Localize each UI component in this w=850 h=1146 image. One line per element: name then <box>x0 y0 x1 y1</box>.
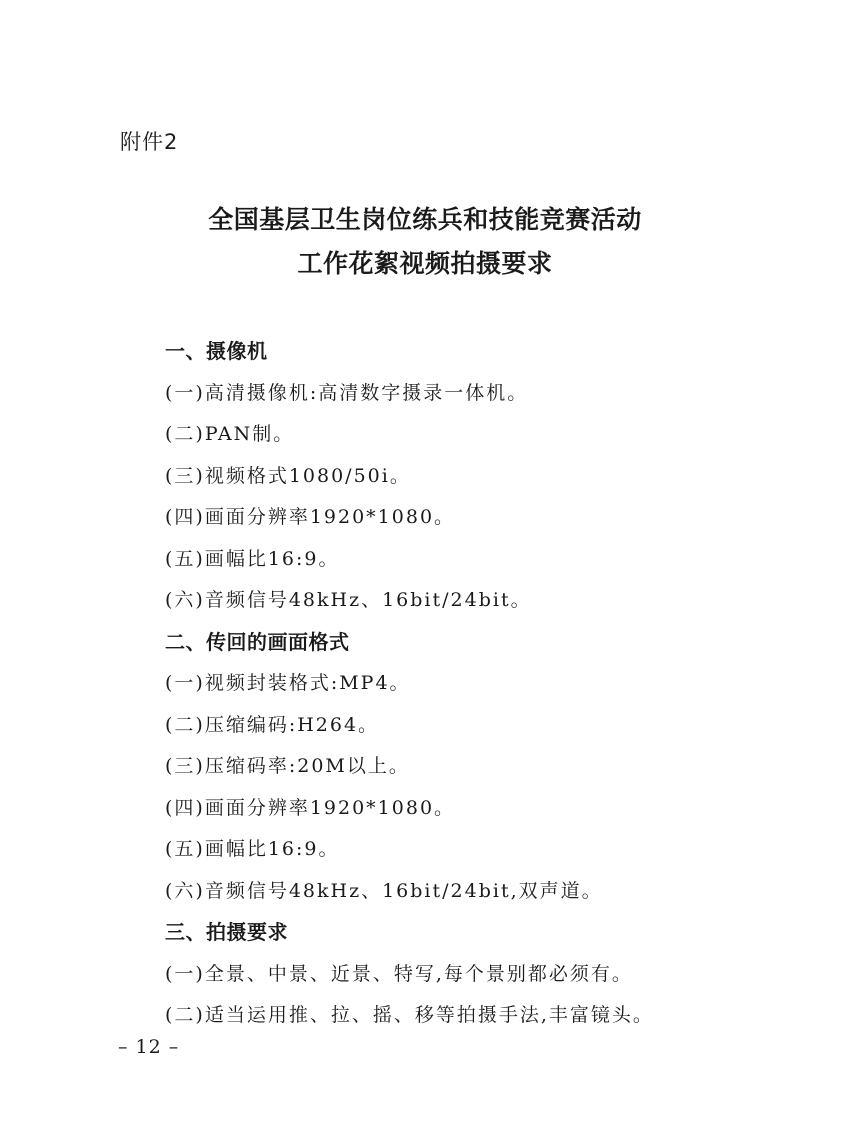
list-item: (六)音频信号48kHz、16bit/24bit。 <box>165 589 532 611</box>
list-item: (三)压缩码率:20M以上。 <box>165 755 410 777</box>
list-item: (五)画幅比16:9。 <box>165 547 340 570</box>
document-title-line-1: 全国基层卫生岗位练兵和技能竞赛活动 <box>208 205 642 234</box>
page-number: – 12 – <box>118 1036 180 1058</box>
section-heading-return-format: 二、传回的画面格式 <box>165 629 350 654</box>
list-item: (四)画面分辨率1920*1080。 <box>165 796 456 819</box>
document-body <box>165 331 825 1037</box>
list-item: (二)适当运用推、拉、摇、移等拍摄手法,丰富镜头。 <box>165 1004 654 1026</box>
list-item: (二)PAN制。 <box>165 423 295 445</box>
section-heading-shooting-requirements: 三、拍摄要求 <box>165 920 288 944</box>
list-item: (三)视频格式1080/50i。 <box>165 464 411 487</box>
attachment-label: 附件2 <box>120 130 179 154</box>
list-item: (一)高清摄像机:高清数字摄录一体机。 <box>165 381 529 404</box>
section-heading-camera: 一、摄像机 <box>165 339 268 363</box>
document-title-line-2: 工作花絮视频拍摄要求 <box>297 249 553 278</box>
list-item: (六)音频信号48kHz、16bit/24bit,双声道。 <box>165 879 603 902</box>
list-item: (一)全景、中景、近景、特写,每个景别都必须有。 <box>165 962 633 985</box>
list-item: (二)压缩编码:H264。 <box>165 713 380 736</box>
list-item: (五)画幅比16:9。 <box>165 838 340 860</box>
list-item: (一)视频封装格式:MP4。 <box>165 672 411 694</box>
list-item: (四)画面分辨率1920*1080。 <box>165 506 456 528</box>
